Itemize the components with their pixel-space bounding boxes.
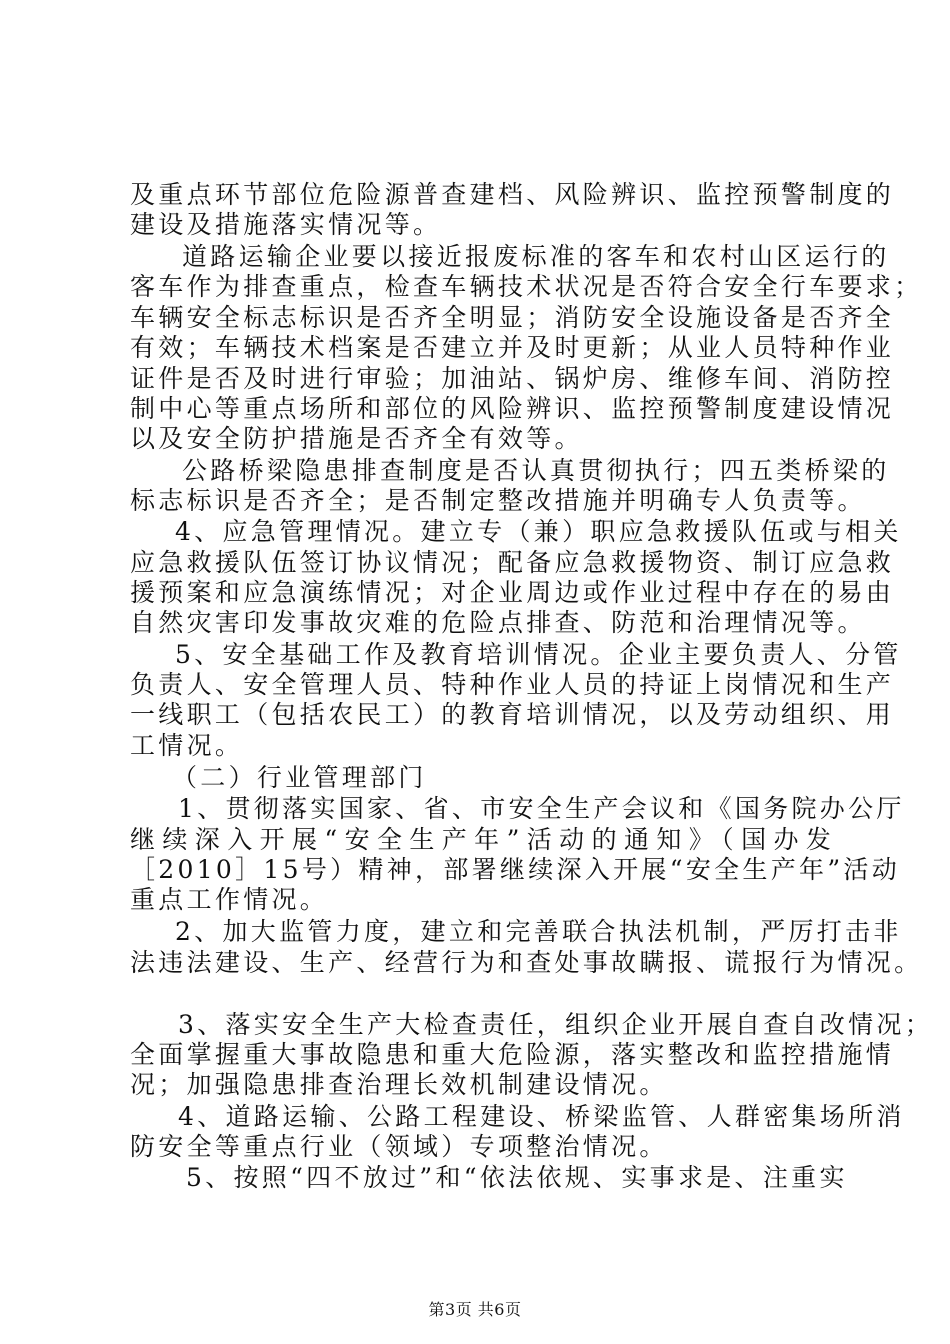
text-line: 客车作为排查重点，检查车辆技术状况是否符合安全行车要求； [130,272,923,301]
text-line: 防安全等重点行业（领域）专项整治情况。 [130,1132,668,1161]
section-heading: （二）行业管理部门 [172,763,427,792]
text-line: 建设及措施落实情况等。 [130,210,442,239]
text-line: 2、加大监管力度，建立和完善联合执法机制，严厉打击非 [175,917,902,946]
text-line: 自然灾害印发事故灾难的危险点排查、防范和治理情况等。 [130,608,866,637]
text-line: 一线职工（包括农民工）的教育培训情况，以及劳动组织、用 [130,700,895,729]
page-footer: 第3页 共6页 [428,1300,522,1319]
text-line: 3、落实安全生产大检查责任，组织企业开展自查自改情况； [178,1010,934,1039]
text-line: 法违法建设、生产、经营行为和查处事故瞒报、谎报行为情况。 [130,948,923,977]
text-line: 4、应急管理情况。建立专（兼）职应急救援队伍或与相关 [175,517,902,546]
text-line: 况；加强隐患排查治理长效机制建设情况。 [130,1070,668,1099]
text-line: 公路桥梁隐患排查制度是否认真贯彻执行；四五类桥梁的 [182,456,890,485]
text-line: 4、道路运输、公路工程建设、桥梁监管、人群密集场所消 [178,1102,905,1131]
text-line: 以及安全防护措施是否齐全有效等。 [130,424,583,453]
text-line: 负责人、安全管理人员、特种作业人员的持证上岗情况和生产 [130,670,895,699]
text-line: 5、安全基础工作及教育培训情况。企业主要负责人、分管 [175,640,902,669]
text-line: 应急救援队伍签订协议情况；配备应急救援物资、制订应急救 [130,548,895,577]
text-line: 及重点环节部位危险源普查建档、风险辨识、监控预警制度的 [130,180,895,209]
text-line: ［2010］15号）精神，部署继续深入开展“安全生产年”活动 [130,855,900,884]
text-line: 继续深入开展“安全生产年”活动的通知》（国办发 [130,825,839,854]
text-line: 援预案和应急演练情况；对企业周边或作业过程中存在的易由 [130,578,895,607]
text-line: 重点工作情况。 [130,885,329,914]
text-line: 制中心等重点场所和部位的风险辨识、监控预警制度建设情况 [130,394,895,423]
text-line: 有效；车辆技术档案是否建立并及时更新；从业人员特种作业 [130,333,895,362]
text-line: 证件是否及时进行审验；加油站、锅炉房、维修车间、消防控 [130,364,895,393]
text-line: 工情况。 [130,731,244,760]
text-line: 全面掌握重大事故隐患和重大危险源，落实整改和监控措施情 [130,1040,895,1069]
text-line: 5、按照“四不放过”和“依法依规、实事求是、注重实 [186,1163,848,1192]
text-line: 车辆安全标志标识是否齐全明显；消防安全设施设备是否齐全 [130,303,895,332]
text-line: 1、贯彻落实国家、省、市安全生产会议和《国务院办公厅 [178,794,905,823]
text-line: 道路运输企业要以接近报废标准的客车和农村山区运行的 [182,242,890,271]
text-line: 标志标识是否齐全；是否制定整改措施并明确专人负责等。 [130,486,866,515]
